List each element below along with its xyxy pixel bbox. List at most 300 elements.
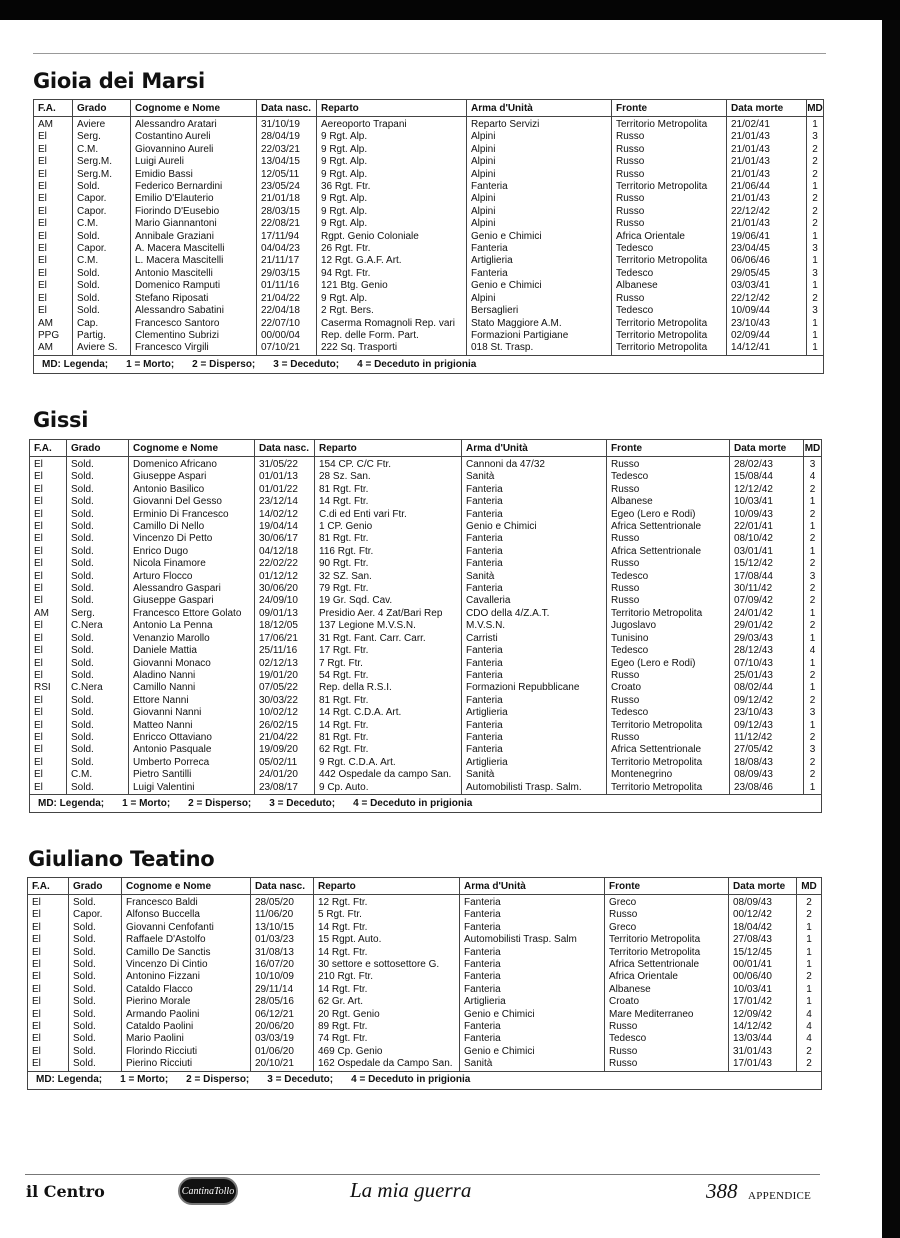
cell-md: 2 bbox=[807, 193, 824, 205]
column-header-md: MD bbox=[807, 100, 824, 117]
cell-reparto: 9 Rgt. Alp. bbox=[317, 218, 467, 230]
cell-grado: Sold. bbox=[67, 732, 129, 744]
legend-item: 4 = Deceduto in prigionia bbox=[353, 797, 473, 809]
cell-data-morte: 10/09/43 bbox=[730, 509, 804, 521]
cell-data-nasc: 13/10/15 bbox=[251, 922, 314, 934]
scan-edge-right bbox=[882, 20, 900, 1238]
cell-fa: El bbox=[30, 769, 67, 781]
cell-grado: Sold. bbox=[67, 509, 129, 521]
cell-reparto: 9 Rgt. Alp. bbox=[317, 144, 467, 156]
column-header-reparto: Reparto bbox=[317, 100, 467, 117]
cell-fa: El bbox=[28, 947, 69, 959]
table-row bbox=[34, 193, 824, 205]
cell-grado: Sold. bbox=[67, 707, 129, 719]
legend-item: 3 = Deceduto; bbox=[273, 358, 340, 370]
cell-data-nasc: 01/12/12 bbox=[255, 571, 315, 583]
cell-data-morte: 28/02/43 bbox=[730, 457, 804, 472]
cell-arma: Fanteria bbox=[462, 533, 607, 545]
cell-fa: El bbox=[34, 206, 73, 218]
cell-fa: El bbox=[34, 131, 73, 143]
cell-fronte: Russo bbox=[607, 670, 730, 682]
cell-data-nasc: 01/03/23 bbox=[251, 934, 314, 946]
cell-nome: Erminio Di Francesco bbox=[129, 509, 255, 521]
cell-reparto: 17 Rgt. Ftr. bbox=[315, 645, 462, 657]
cell-fa: El bbox=[30, 620, 67, 632]
header-rule bbox=[33, 53, 826, 54]
cell-data-morte: 21/01/43 bbox=[727, 193, 807, 205]
cell-grado: Sold. bbox=[69, 922, 122, 934]
cell-grado: Sold. bbox=[73, 293, 131, 305]
cell-arma: Fanteria bbox=[462, 720, 607, 732]
table-row bbox=[34, 243, 824, 255]
legend-item: 3 = Deceduto; bbox=[269, 797, 336, 809]
cell-reparto: 14 Rgt. Ftr. bbox=[315, 496, 462, 508]
cell-md: 1 bbox=[807, 181, 824, 193]
cell-md: 1 bbox=[804, 521, 822, 533]
cell-data-morte: 24/01/42 bbox=[730, 608, 804, 620]
cell-fronte: Albanese bbox=[607, 496, 730, 508]
cell-arma: Fanteria bbox=[467, 243, 612, 255]
cell-md: 1 bbox=[807, 117, 824, 132]
cell-data-morte: 10/03/41 bbox=[729, 984, 797, 996]
column-header-arma: Arma d'Unità bbox=[462, 440, 607, 457]
cell-arma: Sanità bbox=[462, 769, 607, 781]
cell-fa: El bbox=[30, 707, 67, 719]
cell-reparto: 62 Gr. Art. bbox=[314, 996, 460, 1008]
cell-data-morte: 17/01/42 bbox=[729, 996, 797, 1008]
cell-data-nasc: 28/05/20 bbox=[251, 895, 314, 910]
cell-fronte: Russo bbox=[605, 1058, 729, 1071]
cell-md: 2 bbox=[804, 533, 822, 545]
cell-grado: Sold. bbox=[67, 595, 129, 607]
cell-nome: Camillo Nanni bbox=[129, 682, 255, 694]
cell-data-morte: 25/01/43 bbox=[730, 670, 804, 682]
column-header-grado: Grado bbox=[73, 100, 131, 117]
cell-grado: Sold. bbox=[69, 947, 122, 959]
table-row bbox=[34, 218, 824, 230]
cell-fronte: Russo bbox=[607, 583, 730, 595]
cell-md: 2 bbox=[807, 156, 824, 168]
cell-data-morte: 23/10/43 bbox=[727, 318, 807, 330]
cell-data-morte: 21/06/44 bbox=[727, 181, 807, 193]
cell-data-nasc: 21/01/18 bbox=[257, 193, 317, 205]
cell-grado: Capor. bbox=[73, 243, 131, 255]
cell-grado: Serg. bbox=[67, 608, 129, 620]
table-row bbox=[30, 633, 822, 645]
legend-label: MD: Legenda; bbox=[42, 358, 109, 370]
table-row bbox=[30, 744, 822, 756]
cell-md: 2 bbox=[804, 670, 822, 682]
cell-fa: El bbox=[34, 305, 73, 317]
cell-nome: Emilio D'Elauterio bbox=[131, 193, 257, 205]
table-row bbox=[30, 732, 822, 744]
cell-nome: Francesco Santoro bbox=[131, 318, 257, 330]
cell-nome: Antonio Pasquale bbox=[129, 744, 255, 756]
cell-nome: Giovanni Monaco bbox=[129, 658, 255, 670]
cell-grado: Sold. bbox=[67, 720, 129, 732]
table-row bbox=[30, 496, 822, 508]
column-header-fronte: Fronte bbox=[605, 878, 729, 895]
cell-reparto: 154 CP. C/C Ftr. bbox=[315, 457, 462, 472]
cell-data-morte: 22/01/41 bbox=[730, 521, 804, 533]
cell-reparto: 9 Rgt. Alp. bbox=[317, 131, 467, 143]
cell-reparto: 30 settore e sottosettore G. bbox=[314, 959, 460, 971]
cell-fa: El bbox=[30, 658, 67, 670]
cell-fronte: Tedesco bbox=[607, 645, 730, 657]
cell-grado: C.M. bbox=[73, 144, 131, 156]
table-row bbox=[34, 280, 824, 292]
table-row bbox=[30, 782, 822, 795]
cell-fa: El bbox=[28, 895, 69, 910]
cell-nome: Pierino Ricciuti bbox=[122, 1058, 251, 1071]
cell-reparto: Rgpt. Genio Coloniale bbox=[317, 231, 467, 243]
cell-fa: El bbox=[30, 595, 67, 607]
cell-fronte: Africa Settentrionale bbox=[607, 744, 730, 756]
cell-md: 3 bbox=[804, 571, 822, 583]
column-header-arma: Arma d'Unità bbox=[460, 878, 605, 895]
cell-data-morte: 29/03/43 bbox=[730, 633, 804, 645]
column-header-fa: F.A. bbox=[30, 440, 67, 457]
cell-nome: Antonio Mascitelli bbox=[131, 268, 257, 280]
cell-data-morte: 08/10/42 bbox=[730, 533, 804, 545]
cell-arma: Fanteria bbox=[467, 181, 612, 193]
cell-arma: Automobilisti Trasp. Salm. bbox=[462, 782, 607, 795]
cell-arma: Fanteria bbox=[462, 670, 607, 682]
cell-nome: Francesco Ettore Golato bbox=[129, 608, 255, 620]
cell-arma: Alpini bbox=[467, 144, 612, 156]
table-row bbox=[34, 144, 824, 156]
table-row bbox=[30, 645, 822, 657]
cell-nome: Fiorindo D'Eusebio bbox=[131, 206, 257, 218]
cell-grado: Sold. bbox=[73, 231, 131, 243]
cell-reparto: 89 Rgt. Ftr. bbox=[314, 1021, 460, 1033]
cell-reparto: 469 Cp. Genio bbox=[314, 1046, 460, 1058]
cell-data-morte: 30/11/42 bbox=[730, 583, 804, 595]
cell-md: 2 bbox=[804, 757, 822, 769]
cell-fa: AM bbox=[34, 318, 73, 330]
cell-data-nasc: 20/06/20 bbox=[251, 1021, 314, 1033]
cell-fronte: Africa Settentrionale bbox=[605, 959, 729, 971]
cell-reparto: 5 Rgt. Ftr. bbox=[314, 909, 460, 921]
cell-nome: Antonino Fizzani bbox=[122, 971, 251, 983]
cell-fronte: Russo bbox=[607, 595, 730, 607]
table-row bbox=[30, 707, 822, 719]
cell-data-morte: 31/01/43 bbox=[729, 1046, 797, 1058]
cell-md: 2 bbox=[797, 895, 822, 910]
table-row bbox=[30, 509, 822, 521]
cell-data-morte: 21/01/43 bbox=[727, 131, 807, 143]
cell-data-morte: 02/09/44 bbox=[727, 330, 807, 342]
cell-fronte: Croato bbox=[607, 682, 730, 694]
column-header-reparto: Reparto bbox=[315, 440, 462, 457]
legend-label: MD: Legenda; bbox=[36, 1074, 103, 1086]
cell-data-morte: 08/09/43 bbox=[729, 895, 797, 910]
table-row bbox=[30, 769, 822, 781]
cell-reparto: 9 Cp. Auto. bbox=[315, 782, 462, 795]
cell-md: 2 bbox=[804, 620, 822, 632]
cell-arma: Alpini bbox=[467, 218, 612, 230]
cell-fronte: Territorio Metropolita bbox=[612, 318, 727, 330]
cell-grado: Serg. bbox=[73, 131, 131, 143]
cell-fronte: Territorio Metropolita bbox=[612, 342, 727, 355]
cell-arma: Genio e Chimici bbox=[462, 521, 607, 533]
cell-md: 1 bbox=[807, 318, 824, 330]
column-header-arma: Arma d'Unità bbox=[467, 100, 612, 117]
cell-grado: Sold. bbox=[67, 496, 129, 508]
cell-fa: El bbox=[28, 1058, 69, 1071]
cell-grado: Sold. bbox=[69, 1046, 122, 1058]
cell-arma: Fanteria bbox=[462, 496, 607, 508]
cell-data-morte: 15/12/45 bbox=[729, 947, 797, 959]
cell-data-morte: 03/01/41 bbox=[730, 546, 804, 558]
cell-nome: A. Macera Mascitelli bbox=[131, 243, 257, 255]
cell-grado: Sold. bbox=[67, 558, 129, 570]
cell-data-morte: 22/12/42 bbox=[727, 206, 807, 218]
cell-arma: Carristi bbox=[462, 633, 607, 645]
cell-md: 1 bbox=[804, 782, 822, 795]
cell-data-morte: 00/01/41 bbox=[729, 959, 797, 971]
cell-grado: Sold. bbox=[67, 533, 129, 545]
cell-grado: Aviere S. bbox=[73, 342, 131, 355]
cell-fa: AM bbox=[30, 608, 67, 620]
cell-arma: Fanteria bbox=[460, 947, 605, 959]
cell-arma: Fanteria bbox=[462, 509, 607, 521]
cell-nome: Giovannino Aureli bbox=[131, 144, 257, 156]
cell-nome: Giovanni Del Gesso bbox=[129, 496, 255, 508]
cell-nome: L. Macera Mascitelli bbox=[131, 255, 257, 267]
cell-nome: Alfonso Buccella bbox=[122, 909, 251, 921]
cell-data-nasc: 16/07/20 bbox=[251, 959, 314, 971]
cell-grado: Sold. bbox=[67, 633, 129, 645]
cell-md: 3 bbox=[807, 131, 824, 143]
cell-grado: Capor. bbox=[73, 193, 131, 205]
column-header-md: MD bbox=[797, 878, 822, 895]
table-row bbox=[30, 695, 822, 707]
cell-fronte: Russo bbox=[612, 206, 727, 218]
cell-fronte: Russo bbox=[607, 533, 730, 545]
cell-fronte: Tedesco bbox=[612, 268, 727, 280]
cell-data-morte: 23/04/45 bbox=[727, 243, 807, 255]
cell-md: 4 bbox=[804, 471, 822, 483]
column-header-fronte: Fronte bbox=[612, 100, 727, 117]
cell-nome: Giovanni Cenfofanti bbox=[122, 922, 251, 934]
cell-fronte: Russo bbox=[612, 131, 727, 143]
cell-data-morte: 00/06/40 bbox=[729, 971, 797, 983]
cell-fa: AM bbox=[34, 342, 73, 355]
cell-nome: Camillo De Sanctis bbox=[122, 947, 251, 959]
header-row bbox=[30, 440, 822, 457]
cell-md: 3 bbox=[804, 744, 822, 756]
table-row bbox=[30, 670, 822, 682]
cell-arma: Formazioni Repubblicane bbox=[462, 682, 607, 694]
cell-md: 2 bbox=[807, 144, 824, 156]
cell-fa: El bbox=[30, 471, 67, 483]
cell-fa: El bbox=[28, 909, 69, 921]
page-number: 388 bbox=[706, 1179, 738, 1203]
cell-fa: El bbox=[30, 457, 67, 472]
cell-md: 2 bbox=[797, 1058, 822, 1071]
cell-fa: El bbox=[34, 181, 73, 193]
cell-grado: C.M. bbox=[73, 255, 131, 267]
cell-arma: Sanità bbox=[462, 471, 607, 483]
cell-arma: Fanteria bbox=[460, 909, 605, 921]
cell-nome: Francesco Virgili bbox=[131, 342, 257, 355]
cell-data-nasc: 22/02/22 bbox=[255, 558, 315, 570]
cell-arma: Alpini bbox=[467, 293, 612, 305]
cell-nome: Arturo Flocco bbox=[129, 571, 255, 583]
cell-nome: Enricco Ottaviano bbox=[129, 732, 255, 744]
cell-data-nasc: 30/06/20 bbox=[255, 583, 315, 595]
cell-data-nasc: 24/01/20 bbox=[255, 769, 315, 781]
cell-arma: CDO della 4/Z.A.T. bbox=[462, 608, 607, 620]
cell-data-nasc: 30/03/22 bbox=[255, 695, 315, 707]
cell-nome: Venanzio Marollo bbox=[129, 633, 255, 645]
cell-fronte: Africa Orientale bbox=[605, 971, 729, 983]
cell-fronte: Albanese bbox=[612, 280, 727, 292]
sponsor-logo: CantinaTollo bbox=[178, 1177, 238, 1205]
cell-data-morte: 18/04/42 bbox=[729, 922, 797, 934]
cell-reparto: Rep. della R.S.I. bbox=[315, 682, 462, 694]
cell-data-nasc: 21/04/22 bbox=[257, 293, 317, 305]
cell-fronte: Territorio Metropolita bbox=[612, 181, 727, 193]
cell-data-nasc: 07/05/22 bbox=[255, 682, 315, 694]
cell-grado: Sold. bbox=[67, 583, 129, 595]
cell-arma: Fanteria bbox=[462, 546, 607, 558]
cell-data-nasc: 02/12/13 bbox=[255, 658, 315, 670]
cell-data-morte: 10/03/41 bbox=[730, 496, 804, 508]
scan-edge-top bbox=[0, 0, 900, 20]
table-row bbox=[30, 546, 822, 558]
cell-fronte: Mare Mediterraneo bbox=[605, 1009, 729, 1021]
cell-data-nasc: 18/12/05 bbox=[255, 620, 315, 632]
cell-grado: Sold. bbox=[67, 546, 129, 558]
cell-arma: Fanteria bbox=[460, 1033, 605, 1045]
column-header-data-nasc: Data nasc. bbox=[251, 878, 314, 895]
cell-nome: Aladino Nanni bbox=[129, 670, 255, 682]
cell-fa: El bbox=[34, 255, 73, 267]
cell-arma: Fanteria bbox=[462, 583, 607, 595]
cell-arma: Stato Maggiore A.M. bbox=[467, 318, 612, 330]
cell-fronte: Territorio Metropolita bbox=[612, 117, 727, 132]
cell-fronte: Albanese bbox=[605, 984, 729, 996]
cell-nome: Vincenzo Di Petto bbox=[129, 533, 255, 545]
table-row bbox=[28, 922, 822, 934]
cell-arma: Fanteria bbox=[460, 1021, 605, 1033]
cell-arma: Alpini bbox=[467, 169, 612, 181]
cell-nome: Alessandro Gaspari bbox=[129, 583, 255, 595]
cell-data-morte: 07/09/42 bbox=[730, 595, 804, 607]
table-row bbox=[34, 293, 824, 305]
table-row bbox=[30, 484, 822, 496]
cell-fa: El bbox=[30, 782, 67, 795]
cell-arma: Fanteria bbox=[462, 558, 607, 570]
cell-reparto: 12 Rgt. G.A.F. Art. bbox=[317, 255, 467, 267]
cell-grado: Serg.M. bbox=[73, 156, 131, 168]
cell-data-nasc: 01/11/16 bbox=[257, 280, 317, 292]
cell-data-nasc: 05/02/11 bbox=[255, 757, 315, 769]
table-row bbox=[34, 156, 824, 168]
cell-data-morte: 14/12/41 bbox=[727, 342, 807, 355]
cell-data-morte: 23/10/43 bbox=[730, 707, 804, 719]
cell-reparto: Presidio Aer. 4 Zat/Bari Rep bbox=[315, 608, 462, 620]
cell-grado: Sold. bbox=[69, 996, 122, 1008]
cell-md: 1 bbox=[804, 496, 822, 508]
cell-fronte: Egeo (Lero e Rodi) bbox=[607, 658, 730, 670]
cell-fa: El bbox=[30, 757, 67, 769]
cell-fa: El bbox=[34, 231, 73, 243]
cell-data-morte: 23/08/46 bbox=[730, 782, 804, 795]
cell-reparto: 14 Rgt. Ftr. bbox=[314, 922, 460, 934]
cell-grado: Partig. bbox=[73, 330, 131, 342]
cell-reparto: 62 Rgt. Ftr. bbox=[315, 744, 462, 756]
footer-rule bbox=[25, 1174, 820, 1175]
table-row bbox=[30, 471, 822, 483]
cell-arma: Reparto Servizi bbox=[467, 117, 612, 132]
cell-md: 2 bbox=[804, 509, 822, 521]
cell-fa: El bbox=[34, 144, 73, 156]
cell-fronte: Tedesco bbox=[612, 243, 727, 255]
cell-grado: Sold. bbox=[73, 305, 131, 317]
cell-grado: Sold. bbox=[67, 645, 129, 657]
cell-data-nasc: 22/07/10 bbox=[257, 318, 317, 330]
cell-nome: Vincenzo Di Cintio bbox=[122, 959, 251, 971]
cell-nome: Alessandro Aratari bbox=[131, 117, 257, 132]
cell-grado: Sold. bbox=[69, 895, 122, 910]
cell-data-nasc: 10/02/12 bbox=[255, 707, 315, 719]
cell-fa: El bbox=[30, 744, 67, 756]
cell-arma: Fanteria bbox=[462, 658, 607, 670]
cell-arma: Fanteria bbox=[462, 484, 607, 496]
cell-fronte: Russo bbox=[612, 218, 727, 230]
legend-item: 1 = Morto; bbox=[126, 358, 175, 370]
cell-data-morte: 08/02/44 bbox=[730, 682, 804, 694]
cell-data-morte: 27/08/43 bbox=[729, 934, 797, 946]
cell-arma: Artiglieria bbox=[460, 996, 605, 1008]
cell-reparto: 54 Rgt. Ftr. bbox=[315, 670, 462, 682]
cell-arma: Fanteria bbox=[460, 895, 605, 910]
cell-grado: Sold. bbox=[73, 268, 131, 280]
cell-nome: Camillo Di Nello bbox=[129, 521, 255, 533]
cell-data-morte: 29/05/45 bbox=[727, 268, 807, 280]
cell-md: 1 bbox=[807, 330, 824, 342]
cell-data-nasc: 31/10/19 bbox=[257, 117, 317, 132]
table-row bbox=[30, 682, 822, 694]
cell-reparto: 81 Rgt. Ftr. bbox=[315, 484, 462, 496]
cell-fronte: Territorio Metropolita bbox=[612, 255, 727, 267]
cell-data-nasc: 14/02/12 bbox=[255, 509, 315, 521]
cell-arma: Artiglieria bbox=[462, 757, 607, 769]
cell-fronte: Territorio Metropolita bbox=[607, 608, 730, 620]
cell-fa: El bbox=[28, 1033, 69, 1045]
cell-reparto: 74 Rgt. Ftr. bbox=[314, 1033, 460, 1045]
cell-fa: El bbox=[30, 645, 67, 657]
cell-nome: Mario Paolini bbox=[122, 1033, 251, 1045]
cell-grado: Sold. bbox=[67, 658, 129, 670]
cell-reparto: Aereoporto Trapani bbox=[317, 117, 467, 132]
cell-data-morte: 14/12/42 bbox=[729, 1021, 797, 1033]
table-row bbox=[34, 117, 824, 132]
cell-data-nasc: 25/11/16 bbox=[255, 645, 315, 657]
cell-grado: C.Nera bbox=[67, 682, 129, 694]
cell-data-morte: 21/01/43 bbox=[727, 218, 807, 230]
cell-md: 2 bbox=[807, 293, 824, 305]
table-row bbox=[28, 1046, 822, 1058]
legend bbox=[30, 794, 822, 812]
section-title: Gissi bbox=[33, 408, 89, 432]
cell-grado: Sold. bbox=[69, 1033, 122, 1045]
cell-fronte: Africa Orientale bbox=[612, 231, 727, 243]
cell-grado: C.M. bbox=[73, 218, 131, 230]
